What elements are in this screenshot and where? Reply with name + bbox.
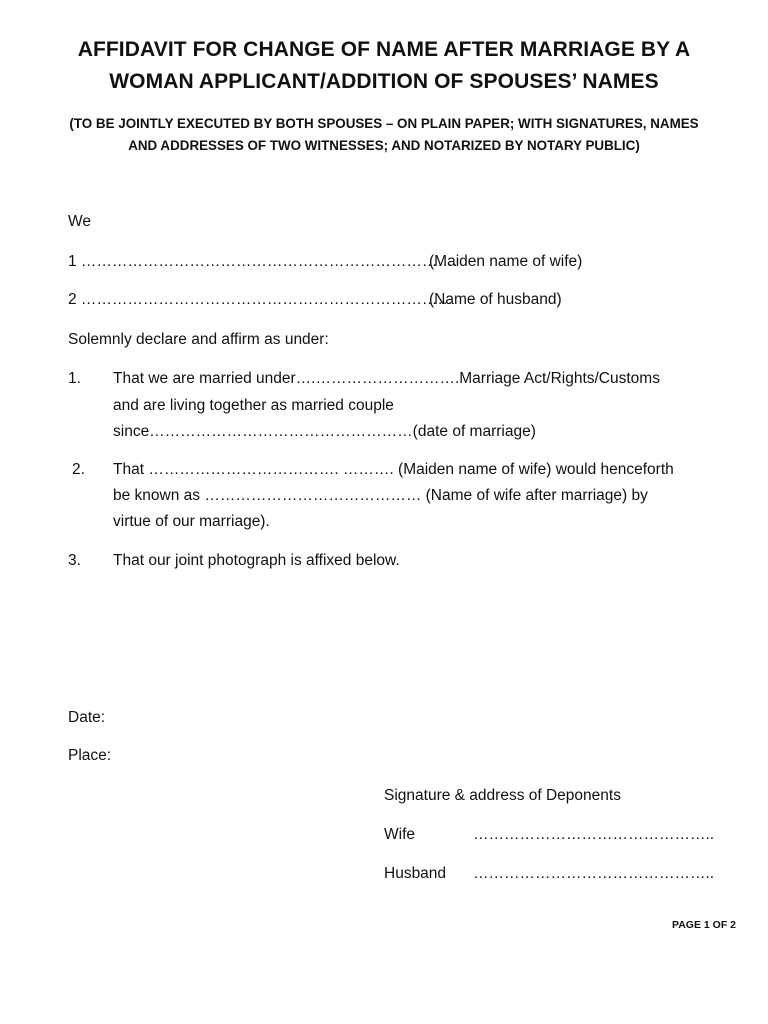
signature-wife-label: Wife <box>384 826 415 843</box>
we-label: We <box>68 213 91 230</box>
signature-husband-label: Husband <box>384 865 447 882</box>
deponent-2-label: (Name of husband) <box>429 291 562 308</box>
signature-husband-blank: ……………………………………….. <box>473 865 715 882</box>
title-line-2: WOMAN APPLICANT/ADDITION OF SPOUSES’ NAMES <box>109 70 659 93</box>
deponent-1-blank: 1 ………………………………………………………………. <box>68 253 458 270</box>
clause-1-line-3: since……………………………………………(date of marriage) <box>113 423 536 440</box>
deponent-2-blank: 2 ……………………………………………………………… <box>68 291 453 308</box>
clause-1-number: 1. <box>68 370 81 387</box>
clause-2-line-2: be known as …………………………………… (Name of wife after marriage) by <box>113 487 648 504</box>
clause-3-number: 3. <box>68 552 81 569</box>
deponent-1-label: (Maiden name of wife) <box>429 253 583 270</box>
page-number: PAGE 1 OF 2 <box>672 919 736 931</box>
clause-2-line-3: virtue of our marriage). <box>113 513 270 530</box>
clause-2-line-1: That ………………………………. ………. (Maiden name of wife) would henceforth <box>113 461 674 478</box>
clause-1-line-2: and are living together as married couple <box>113 397 394 414</box>
clause-2-number: 2. <box>72 461 85 478</box>
date-label: Date: <box>68 709 106 726</box>
clause-1-line-1: That we are married under….……………………….Marriage Act/Rights/Customs <box>113 370 660 387</box>
declaration-text: Solemnly declare and affirm as under: <box>68 331 329 348</box>
title-line-1: AFFIDAVIT FOR CHANGE OF NAME AFTER MARRIAGE BY A <box>77 38 691 61</box>
instructions-line-2: AND ADDRESSES OF TWO WITNESSES; AND NOTARIZED BY NOTARY PUBLIC) <box>128 138 640 153</box>
signature-heading: Signature & address of Deponents <box>384 787 621 804</box>
place-label: Place: <box>68 747 112 764</box>
clause-3-line-1: That our joint photograph is affixed below. <box>113 552 400 569</box>
signature-wife-blank: ……………………………………….. <box>473 826 715 843</box>
instructions-line-1: (TO BE JOINTLY EXECUTED BY BOTH SPOUSES – ON PLAIN PAPER; WITH SIGNATURES, NAMES <box>69 116 699 131</box>
